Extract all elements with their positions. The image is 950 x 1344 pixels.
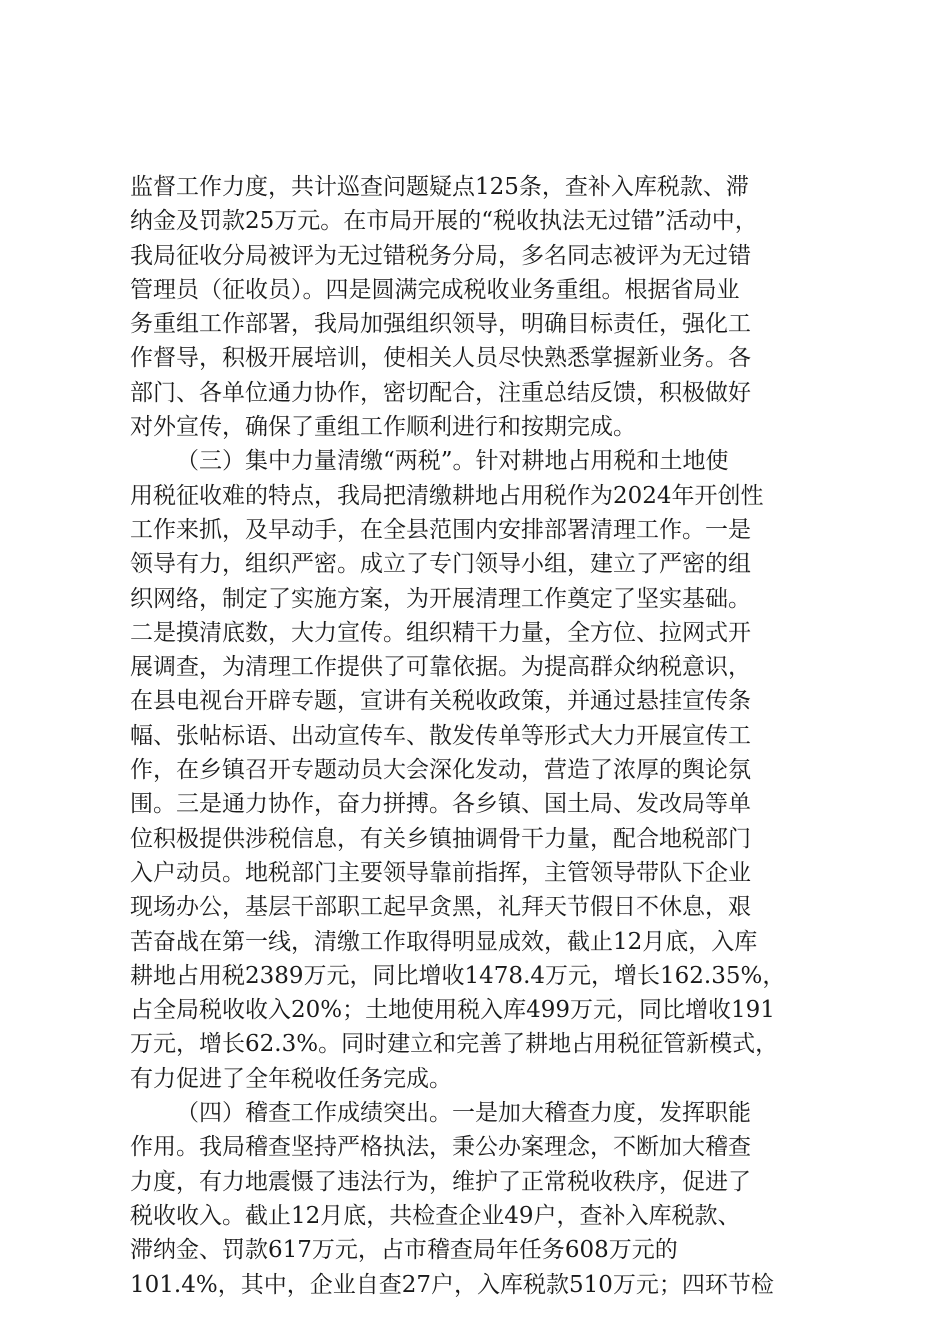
text-line: 有力促进了全年税收任务完成。 (130, 1065, 452, 1092)
text-line: 管理员（征收员）。四是圆满完成税收业务重组。根据省局业 (130, 276, 740, 303)
text-line: 作督导，积极开展培训，使相关人员尽快熟悉掌握新业务。各 (130, 345, 751, 372)
text-line: 101.4%，其中，企业自查27户，入库税款510万元；四环节检 (130, 1271, 774, 1298)
text-line: 部门、各单位通力协作，密切配合，注重总结反馈，积极做好 (130, 379, 751, 406)
document-body (130, 170, 840, 1302)
text-line: 纳金及罚款25万元。在市局开展的“税收执法无过错”活动中， (130, 208, 758, 235)
text-line: 入户动员。地税部门主要领导靠前指挥，主管领导带队下企业 (130, 859, 751, 886)
text-line: 现场办公，基层干部职工起早贪黑，礼拜天节假日不休息，艰 (130, 894, 751, 921)
text-line: 织网络，制定了实施方案，为开展清理工作奠定了坚实基础。 (130, 585, 751, 612)
text-line: 耕地占用税2389万元，同比增收1478.4万元，增长162.35%， (130, 962, 786, 989)
text-line: 苦奋战在第一线，清缴工作取得明显成效，截止12月底，入库 (130, 928, 758, 955)
text-line: 监督工作力度，共计巡查问题疑点125条，查补入库税款、滞 (130, 174, 749, 200)
text-line: 作用。我局稽查坚持严格执法，秉公办案理念，不断加大稽查 (130, 1134, 751, 1161)
text-line: 滞纳金、罚款617万元，占市稽查局年任务608万元的 (130, 1237, 678, 1264)
text-line: 我局征收分局被评为无过错税务分局，多名同志被评为无过错 (130, 242, 751, 269)
text-line: 作，在乡镇召开专题动员大会深化发动，营造了浓厚的舆论氛 (130, 757, 751, 784)
text-line: 幅、张帖标语、出动宣传车、散发传单等形式大力开展宣传工 (130, 722, 751, 749)
text-line: 围。三是通力协作，奋力拼搏。各乡镇、国土局、发改局等单 (130, 791, 751, 818)
text-line: 万元，增长62.3%。同时建立和完善了耕地占用税征管新模式， (130, 1031, 779, 1058)
section-heading-line: （四）稽查工作成绩突出。一是加大稽查力度，发挥职能 (176, 1100, 751, 1127)
text-line: 二是摸清底数，大力宣传。组织精干力量，全方位、拉网式开 (130, 619, 751, 646)
text-line: 工作来抓，及早动手，在全县范围内安排部署清理工作。一是 (130, 516, 751, 543)
text-line: 位积极提供涉税信息，有关乡镇抽调骨干力量，配合地税部门 (130, 825, 751, 852)
text-line: 对外宣传，确保了重组工作顺利进行和按期完成。 (130, 414, 636, 441)
text-line: 占全局税收收入20%；土地使用税入库499万元，同比增收191 (130, 997, 775, 1024)
text-line: 税收收入。截止12月底，共检查企业49户，查补入库税款、 (130, 1202, 741, 1229)
text-line: 用税征收难的特点，我局把清缴耕地占用税作为2024年开创性 (130, 482, 764, 509)
text-line: 在县电视台开辟专题，宣讲有关税收政策，并通过悬挂宣传条 (130, 688, 751, 715)
text-line: 展调查，为清理工作提供了可靠依据。为提高群众纳税意识， (130, 654, 751, 681)
text-line: 领导有力，组织严密。成立了专门领导小组，建立了严密的组 (130, 551, 751, 578)
section-heading-line: （三）集中力量清缴“两税”。针对耕地占用税和土地使 (176, 448, 729, 475)
text-line: 务重组工作部署，我局加强组织领导，明确目标责任，强化工 (130, 311, 751, 338)
text-line: 力度，有力地震慑了违法行为，维护了正常税收秩序，促进了 (130, 1168, 751, 1195)
